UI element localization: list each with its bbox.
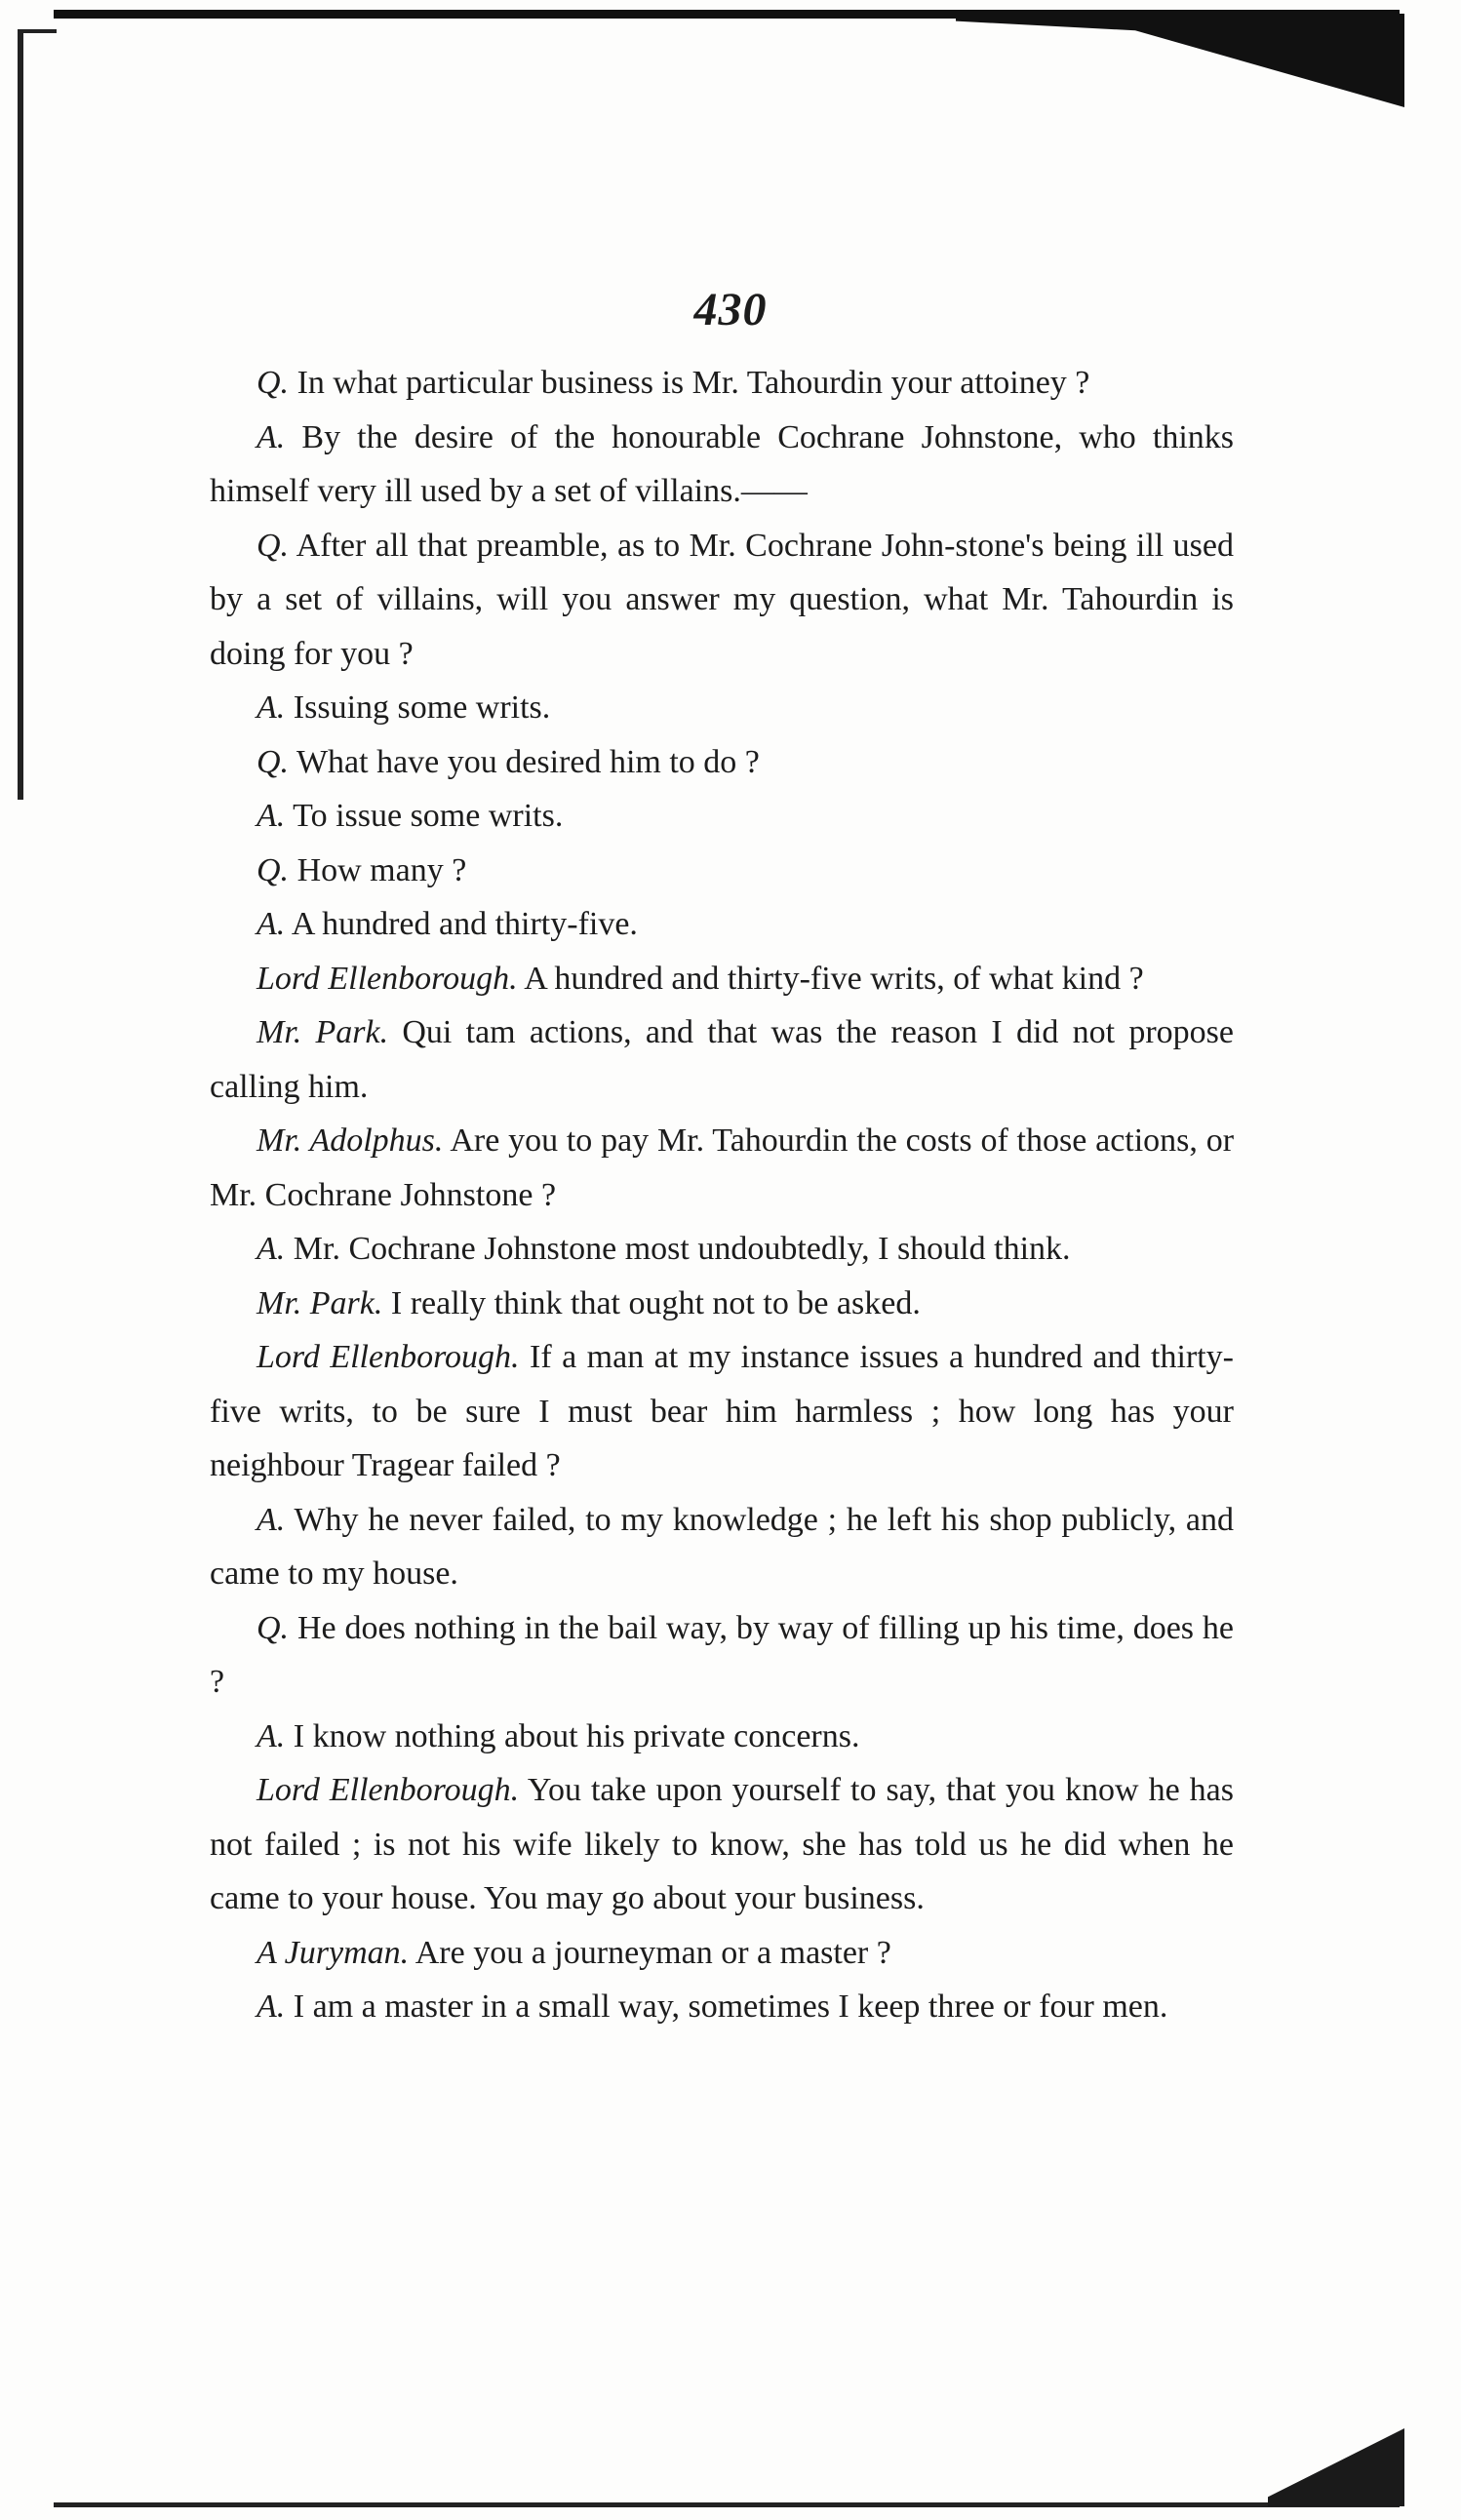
paragraph [210, 681, 1234, 735]
paragraph-text: To issue some writs. [293, 798, 564, 834]
paragraph-text: In what particular business is Mr. Tahourdin your attoiney ? [296, 365, 1090, 401]
testimony-text [210, 356, 1234, 2034]
paragraph-text: What have you desired him to do ? [296, 743, 760, 780]
paragraph-text: Issuing some writs. [293, 689, 551, 726]
speaker-label: Q. [257, 851, 290, 888]
paragraph-text: After all that preamble, as to Mr. Cochrane John-stone's being ill used by a set of villains, will you answer my question, what Mr. Tahourdin is doing for you ? [210, 527, 1234, 672]
speaker-label: Lord Ellenborough. [257, 960, 518, 997]
paragraph-text: By the desire of the honourable Cochrane Johnstone, who thinks himself very ill used by a set of villains.—— [210, 418, 1235, 509]
paragraph [210, 1763, 1234, 1926]
paragraph-text: Are you a journeyman or a master ? [415, 1934, 891, 1971]
page-number: 430 [693, 284, 768, 335]
paragraph [210, 789, 1234, 844]
speaker-label: A. [257, 798, 286, 834]
paragraph-text: I know nothing about his private concerns. [293, 1717, 860, 1754]
paragraph-text: He does nothing in the bail way, by way of filling up his time, does he ? [210, 1609, 1235, 1700]
paragraph [210, 1493, 1234, 1601]
speaker-label: Mr. Park. [257, 1014, 389, 1050]
paragraph-text: A hundred and thirty-five. [291, 906, 638, 942]
paragraph [210, 1277, 1234, 1331]
paragraph [210, 1114, 1234, 1222]
paragraph [210, 411, 1234, 519]
paragraph [210, 1005, 1234, 1114]
speaker-label: Lord Ellenborough. [257, 1339, 520, 1375]
speaker-label: A. [257, 689, 286, 726]
paragraph-text: I am a master in a small way, sometimes I keep three or four men. [293, 1988, 1168, 2025]
speaker-label: A. [257, 1231, 286, 1267]
speaker-label: Q. [257, 365, 290, 401]
speaker-label: Mr. Park. [257, 1284, 383, 1321]
scan-edge-bottom [54, 2502, 1400, 2507]
paragraph [210, 1980, 1234, 2034]
speaker-label: A. [257, 1501, 286, 1538]
paragraph [210, 735, 1234, 790]
paragraph-text: If a man at my instance issues a hundred and thirty-five writs, to be sure I must bear him harmless ; how long has your neighbour Tragear failed ? [210, 1339, 1234, 1483]
paragraph [210, 897, 1234, 952]
speaker-label: Mr. Adolphus. [257, 1122, 444, 1159]
scan-edge-left [18, 29, 23, 800]
speaker-label: A. [257, 906, 286, 942]
scan-edge-corner [18, 29, 57, 33]
paragraph-text: Mr. Cochrane Johnstone most undoubtedly, I should think. [293, 1231, 1071, 1267]
paragraph-text: I really think that ought not to be asked. [390, 1284, 921, 1321]
paragraph-text: Why he never failed, to my knowledge ; he left his shop publicly, and came to my house. [210, 1501, 1234, 1592]
speaker-label: A. [257, 1988, 286, 2025]
speaker-label: A. [257, 1717, 286, 1754]
speaker-label: Q. [257, 1609, 290, 1646]
paragraph [210, 1330, 1234, 1493]
paragraph [210, 1601, 1234, 1710]
paragraph [210, 952, 1234, 1006]
paragraph [210, 519, 1234, 682]
paragraph-text: How many ? [296, 851, 467, 888]
speaker-label: Q. [257, 743, 290, 780]
scan-shadow-top-right [956, 14, 1404, 107]
speaker-label: Q. [257, 527, 290, 564]
paragraph [210, 356, 1234, 411]
paragraph [210, 1222, 1234, 1277]
paragraph [210, 1926, 1234, 1981]
paragraph-text: A hundred and thirty-five writs, of what kind ? [524, 960, 1144, 997]
paragraph [210, 1710, 1234, 1764]
speaker-label: A. [257, 418, 286, 455]
paragraph-text: Are you to pay Mr. Tahourdin the costs of those actions, or Mr. Cochrane Johnstone ? [210, 1122, 1235, 1213]
paragraph [210, 844, 1234, 898]
paragraph-text: You take upon yourself to say, that you know he has not failed ; is not his wife likely to know, she has told us he did when he came to your house. You may go about your business. [210, 1772, 1234, 1916]
speaker-label: A Juryman. [257, 1934, 410, 1971]
scan-shadow-bottom-right [1268, 2428, 1404, 2506]
paragraph-text: Qui tam actions, and that was the reason I did not propose calling him. [210, 1014, 1234, 1105]
speaker-label: Lord Ellenborough. [257, 1772, 520, 1808]
